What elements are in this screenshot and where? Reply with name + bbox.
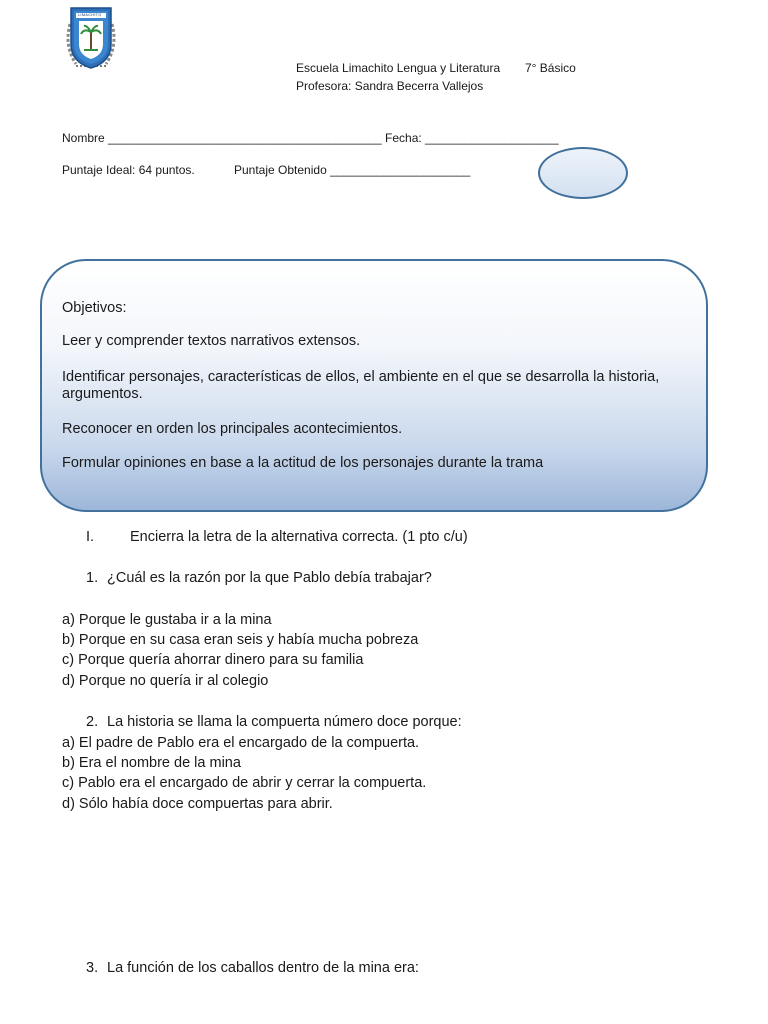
school-logo [62,4,120,74]
question-2-option-c[interactable]: c) Pablo era el encargado de abrir y cerrar la compuerta. [62,775,427,791]
obtained-label: Puntaje Obtenido [234,163,327,177]
objective-item: Formular opiniones en base a la actitud de los personajes durante la trama [62,455,544,471]
question-1-option-a[interactable]: a) Porque le gustaba ir a la mina [62,612,272,628]
question-1-text: ¿Cuál es la razón por la que Pablo debía trabajar? [107,570,432,586]
objective-item: Reconocer en orden los principales acontecimientos. [62,421,403,437]
obtained-blank[interactable]: _____________________ [330,163,471,177]
question-2-option-b[interactable]: b) Era el nombre de la mina [62,755,241,771]
section-numeral: I. [86,529,95,545]
grade-label: 7° Básico [525,61,576,75]
name-blank[interactable]: _________________________________________ [108,131,382,145]
objectives-heading: Objetivos: [62,300,127,316]
question-2-option-d[interactable]: d) Sólo había doce compuertas para abrir. [62,796,333,812]
obtained-score-field[interactable] [234,163,470,177]
question-1-option-c[interactable]: c) Porque quería ahorrar dinero para su familia [62,652,364,668]
ideal-score: Puntaje Ideal: 64 puntos. [62,163,195,177]
objective-item: Identificar personajes, características de ellos, el ambiente en el que se desarrolla la historia, argumentos. [62,369,660,402]
name-label: Nombre [62,131,105,145]
score-oval[interactable] [538,147,628,199]
question-3-text: La función de los caballos dentro de la mina era: [107,960,419,976]
question-2-option-a[interactable]: a) El padre de Pablo era el encargado de la compuerta. [62,735,420,751]
objective-item: Leer y comprender textos narrativos extensos. [62,333,361,349]
date-blank[interactable]: ____________________ [425,131,559,145]
question-1-option-d[interactable]: d) Porque no quería ir al colegio [62,673,269,689]
teacher-line: Profesora: Sandra Becerra Vallejos [296,79,484,93]
school-line: Escuela Limachito Lengua y Literatura [296,61,501,75]
question-2-text: La historia se llama la compuerta número doce porque: [107,714,462,730]
question-2-number: 2. [86,714,99,730]
question-1-option-b[interactable]: b) Porque en su casa eran seis y había mucha pobreza [62,632,419,648]
section-instruction: Encierra la letra de la alternativa correcta. (1 pto c/u) [130,529,468,545]
question-1-number: 1. [86,570,99,586]
date-label: Fecha: [385,131,422,145]
name-field[interactable] [62,131,559,145]
logo-text: LIMACHITO [78,12,102,17]
question-3-number: 3. [86,960,99,976]
